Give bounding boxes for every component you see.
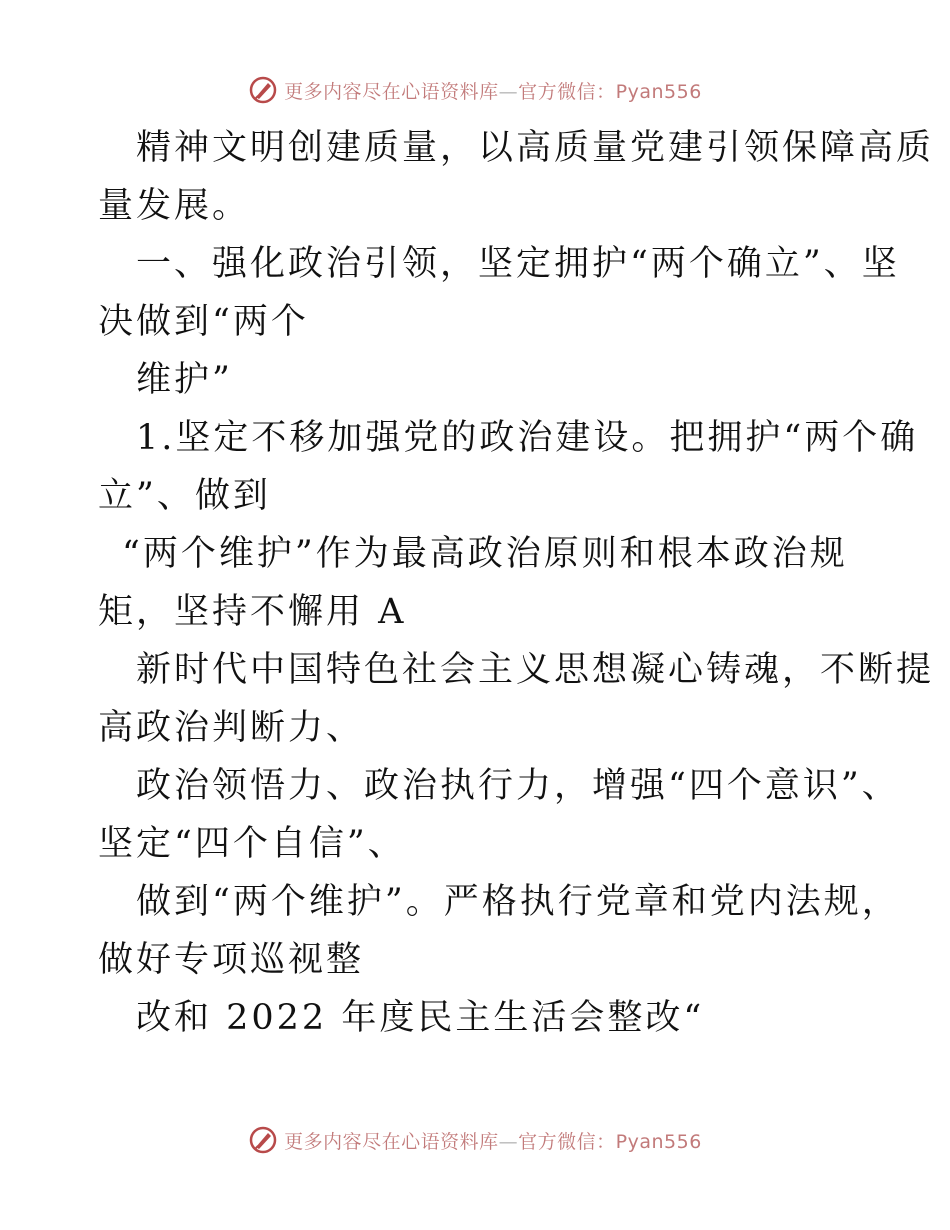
banner-brand-text: 更多内容尽在心语资料库 (284, 1130, 499, 1153)
text-line: 做到“两个维护”。严格执行党章和党内法规， (136, 882, 900, 922)
text-line: 改和 2022 年度民主生活会整改“ (136, 998, 705, 1038)
text-line: 决做到“两个 (98, 302, 309, 342)
banner-contact-text: 官方微信：Pyan556 (518, 80, 702, 103)
header-banner (0, 70, 950, 110)
text-line: 量发展。 (98, 186, 251, 226)
footer-banner (0, 1120, 950, 1160)
banner-separator: — (498, 80, 519, 103)
quill-pen-logo-icon (248, 75, 278, 105)
text-line: 维护” (136, 360, 233, 400)
banner-separator: — (498, 1130, 519, 1153)
text-line: 立”、做到 (98, 476, 271, 516)
text-line: 矩，坚持不懈用 A (98, 592, 407, 632)
text-line: 做好专项巡视整 (98, 940, 365, 980)
banner-text (284, 77, 702, 104)
text-line: 一、强化政治引领，坚定拥护“两个确立”、坚 (136, 244, 900, 284)
text-line: 精神文明创建质量，以高质量党建引领保障高质 (136, 128, 935, 168)
banner-brand-text: 更多内容尽在心语资料库 (284, 80, 499, 103)
banner-text (284, 1127, 702, 1154)
text-line: 坚定“四个自信”、 (98, 824, 406, 864)
quill-pen-logo-icon (248, 1125, 278, 1155)
banner-contact-text: 官方微信：Pyan556 (518, 1130, 702, 1153)
text-line: 高政治判断力、 (98, 708, 365, 748)
text-line: 政治领悟力、政治执行力，增强“四个意识”、 (136, 766, 900, 806)
text-line: 1.坚定不移加强党的政治建设。把拥护“两个确 (136, 418, 919, 458)
text-line: 新时代中国特色社会主义思想凝心铸魂，不断提 (136, 650, 935, 690)
text-line: “两个维护”作为最高政治原则和根本政治规 (122, 534, 848, 574)
